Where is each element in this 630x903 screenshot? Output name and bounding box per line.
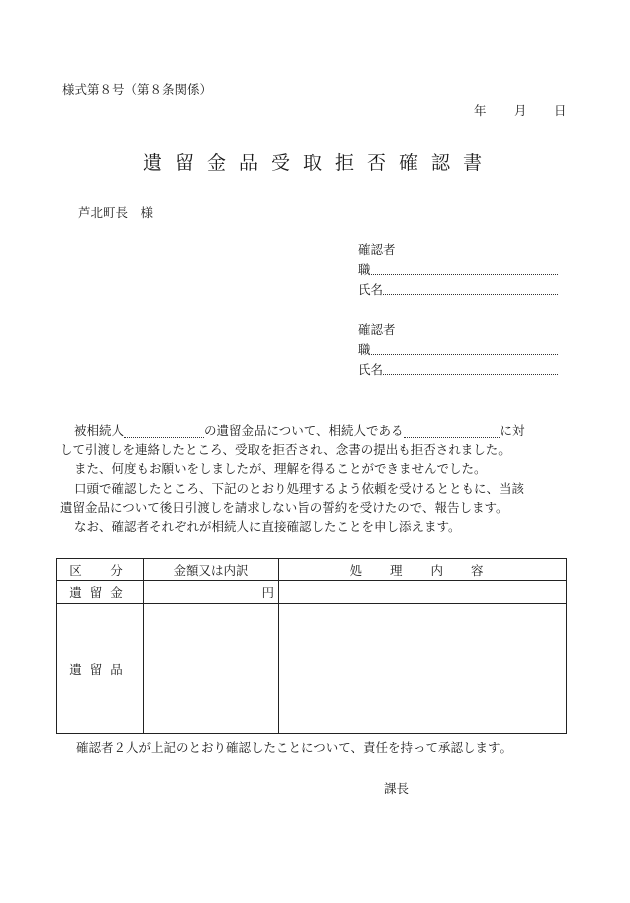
text-deceased: 被相続人: [74, 423, 125, 438]
estate-table: [56, 558, 567, 734]
post-label: 職: [358, 262, 371, 277]
document-title: 遺留金品受取拒否確認書: [142, 152, 495, 174]
paragraph-2: また、何度もお願いをしましたが、理解を得ることができませんでした。: [74, 461, 487, 477]
post-line: [371, 260, 558, 275]
text-heir: の遺留金品について、相続人である: [204, 423, 404, 438]
report-body: [60, 421, 570, 536]
paragraph-3-line-2: 遺留金品について後日引渡しを請求しない旨の誓約を受けたので、報告します。: [60, 499, 509, 515]
form-number: 様式第８号（第８条関係）: [62, 82, 213, 97]
handling-cell[interactable]: [279, 581, 567, 604]
addressee: 芦北町長 様: [78, 205, 154, 220]
paragraph-3-line-1: 口頭で確認したところ、下記のとおり処理するよう依頼を受けるとともに、当該: [74, 480, 525, 496]
header-amount: 金額又は内訳: [144, 559, 279, 581]
name-label: 氏名: [358, 362, 384, 377]
name-field[interactable]: [358, 280, 558, 300]
confirmer-heading: 確認者: [358, 242, 396, 257]
category-cell: 遺留金: [57, 581, 144, 604]
header-category: 区 分: [57, 559, 144, 581]
table-row: [57, 604, 567, 734]
amount-cell[interactable]: [144, 604, 279, 734]
post-field[interactable]: [358, 340, 558, 360]
name-line: [383, 360, 558, 375]
heir-name-blank[interactable]: [404, 425, 500, 438]
paragraph-4: なお、確認者それぞれが相続人に直接確認したことを申し添えます。: [74, 519, 461, 535]
post-label: 職: [358, 342, 371, 357]
closing-statement: 確認者２人が上記のとおり確認したことについて、責任を持って承認します。: [76, 740, 513, 755]
text-to: に対: [499, 423, 525, 438]
table-row: [57, 581, 567, 604]
table-header-row: [57, 559, 567, 581]
paragraph-1-line-1: [60, 421, 570, 440]
approver-label: 課長: [384, 781, 410, 796]
amount-cell[interactable]: 円: [144, 581, 279, 604]
date-month-label: 月: [514, 103, 527, 118]
name-label: 氏名: [358, 282, 384, 297]
name-line: [383, 280, 558, 295]
handling-cell[interactable]: [279, 604, 567, 734]
confirmer-block-1: [358, 240, 558, 300]
paragraph-1-line-2: して引渡しを連絡したところ、受取を拒否され、念書の提出も拒否されました。: [60, 442, 511, 458]
confirmer-block-2: [358, 320, 558, 380]
deceased-name-blank[interactable]: [124, 425, 204, 438]
header-handling: 処 理 内 容: [279, 559, 567, 581]
category-cell: 遺留品: [57, 604, 144, 734]
date-year-label: 年: [474, 103, 487, 118]
post-line: [371, 340, 558, 355]
post-field[interactable]: [358, 260, 558, 280]
date-day-label: 日: [554, 103, 567, 118]
confirmer-heading: 確認者: [358, 322, 396, 337]
name-field[interactable]: [358, 360, 558, 380]
